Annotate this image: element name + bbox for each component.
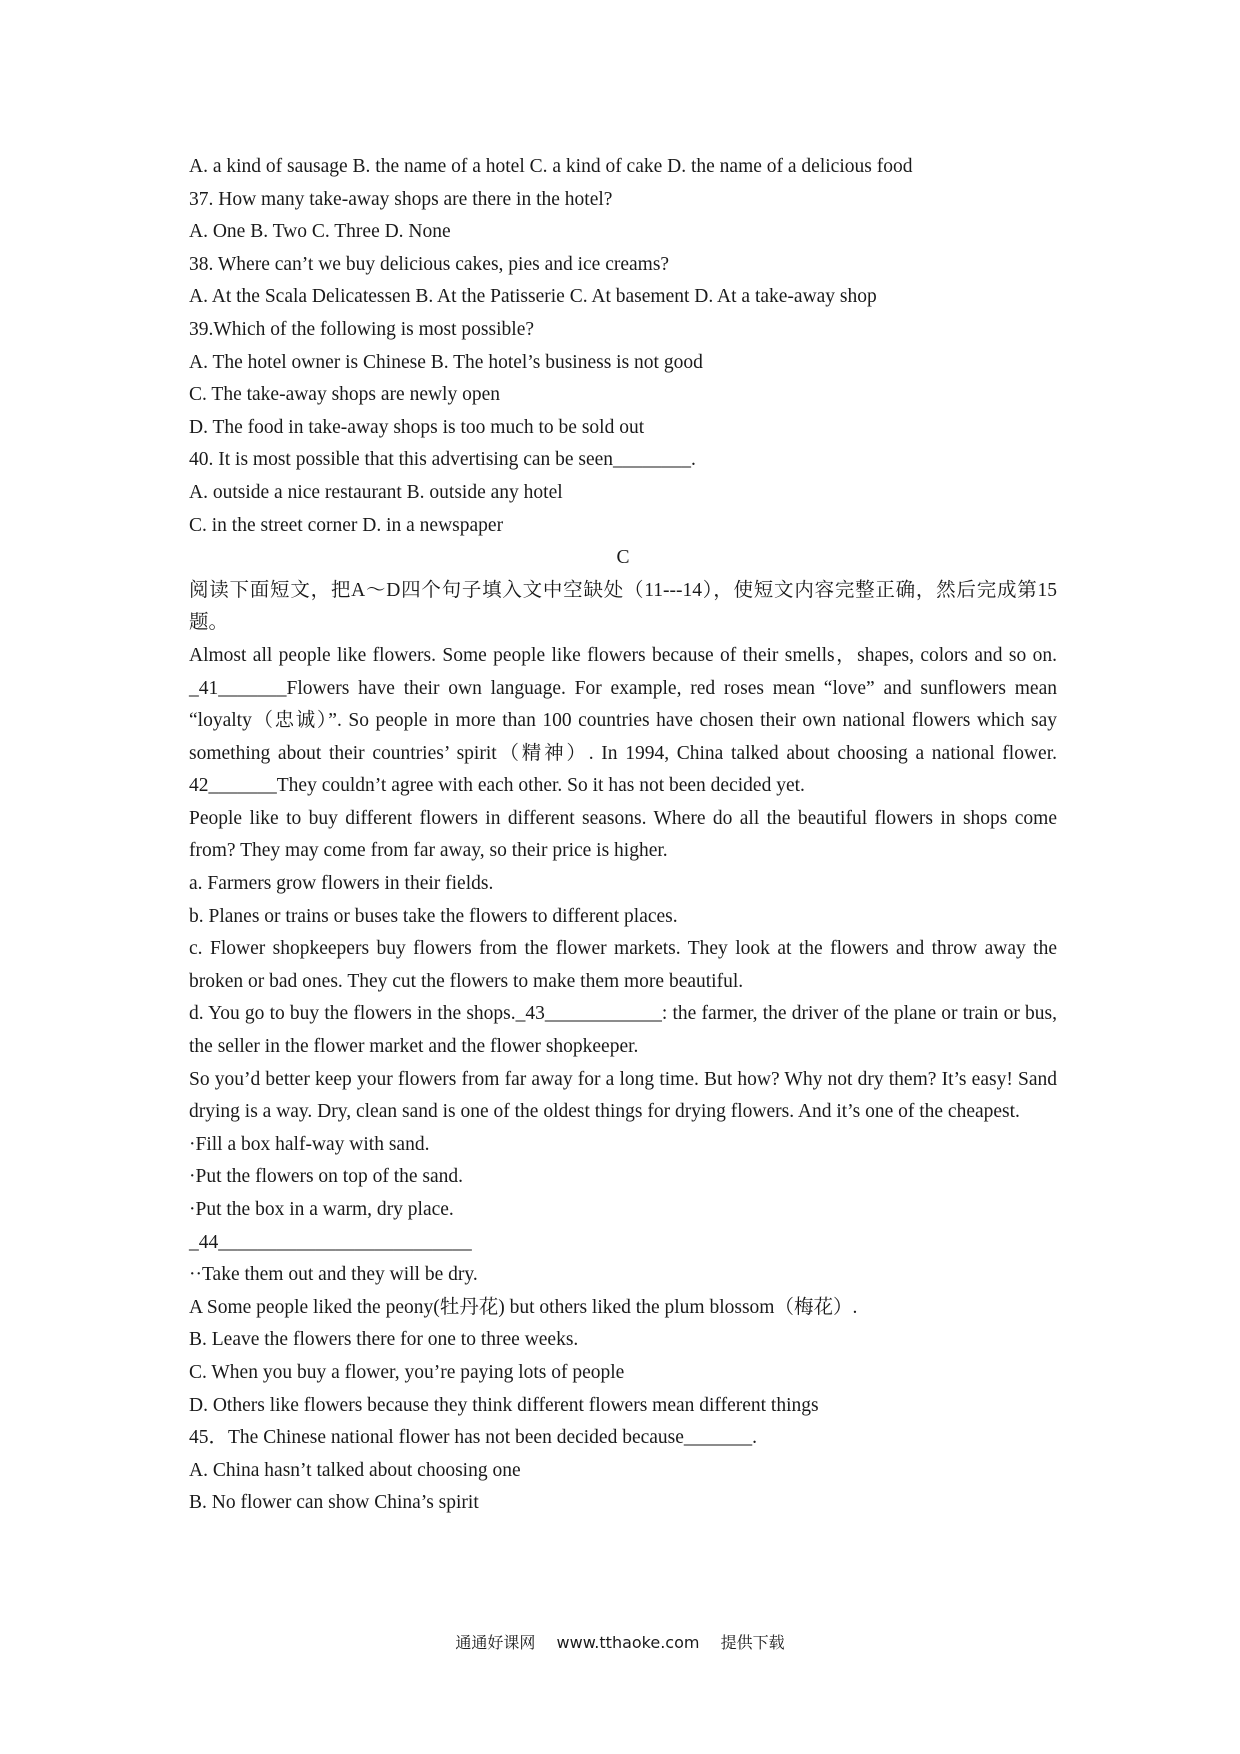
q45-option-b: B. No flower can show China’s spirit [189,1492,479,1514]
q40-question: 40. It is most possible that this advertising can be seen________. [189,449,696,471]
sentence-option-d: D. Others like flowers because they think different flowers mean different things [189,1394,819,1416]
passage-paragraph-2: People like to buy different flowers in different seasons. Where do all the beautiful flowers in shops come from? They may come from far away, so their price is higher. [189,807,1057,862]
sentence-option-c: C. When you buy a flower, you’re paying lots of people [189,1361,625,1383]
passage-paragraph-3: So you’d better keep your flowers from far away for a long time. But how? Why not dry them? It’s easy! Sand drying is a way. Dry, clean sand is one of the oldest things for drying flowers. And it’s one of the cheapest. [189,1068,1057,1123]
q39-option-d: D. The food in take-away shops is too much to be sold out [189,416,645,438]
passage-step-b: b. Planes or trains or buses take the flowers to different places. [189,905,678,927]
q45-question: 45．The Chinese national flower has not been decided because_______. [189,1427,758,1449]
drying-step-2: ·Put the flowers on top of the sand. [189,1166,464,1188]
footer-site-name: 通通好课网 [455,1633,536,1652]
section-instructions: 阅读下面短文，把A～D四个句子填入文中空缺处（11---14），使短文内容完整正确，然后完成第15题。 [189,579,1057,634]
q45-option-a: A. China hasn’t talked about choosing one [189,1459,521,1481]
q39-question: 39.Which of the following is most possible? [189,318,535,340]
section-heading: C [616,547,630,569]
footer-suffix: 提供下载 [720,1633,785,1652]
q37-question: 37. How many take-away shops are there in the hotel? [189,188,613,210]
sentence-option-b: B. Leave the flowers there for one to three weeks. [189,1329,579,1351]
page-footer [0,1630,1240,1653]
q40-options-ab: A. outside a nice restaurant B. outside any hotel [189,481,563,503]
exam-page-content [189,151,1057,1520]
passage-paragraph-1: Almost all people like flowers. Some people like flowers because of their smells，shapes, colors and so on. _41_______Flowers have their own language. For example, red roses mean “love” and sunflowers mean “loyalty（忠诚）”. So people in more than 100 countries have chosen their own national flowers which say something about their countries’ spirit（精神）. In 1994, China talked about choosing a national flower. 42_______They couldn’t agree with each other. So it has not been decided yet. [189,644,1057,797]
q38-options: A. At the Scala Delicatessen B. At the Patisserie C. At basement D. At a take-away shop [189,286,877,308]
drying-step-3: ·Put the box in a warm, dry place. [189,1199,454,1220]
q36-options: A. a kind of sausage B. the name of a hotel C. a kind of cake D. the name of a delicious food [189,156,913,177]
passage-step-c: c. Flower shopkeepers buy flowers from the flower markets. They look at the flowers and throw away the broken or bad ones. They cut the flowers to make them more beautiful. [189,938,1057,992]
drying-step-4: ··Take them out and they will be dry. [189,1264,478,1286]
q37-options: A. One B. Two C. Three D. None [189,221,451,243]
drying-step-1: ·Fill a box half-way with sand. [189,1133,430,1155]
footer-url: www.tthaoke.com [556,1633,700,1652]
sentence-option-a: A Some people liked the peony(牡丹花) but others liked the plum blossom（梅花）. [189,1296,858,1318]
q40-options-cd: C. in the street corner D. in a newspaper [189,514,504,536]
q39-option-c: C. The take-away shops are newly open [189,384,501,406]
passage-step-a: a. Farmers grow flowers in their fields. [189,873,494,895]
q38-question: 38. Where can’t we buy delicious cakes, pies and ice creams? [189,253,670,275]
blank-44: _44__________________________ [189,1231,472,1253]
passage-step-d: d. You go to buy the flowers in the shops._43____________: the farmer, the driver of the plane or train or bus, the seller in the flower market and the flower shopkeeper. [189,1003,1057,1058]
q39-options-ab: A. The hotel owner is Chinese B. The hotel’s business is not good [189,351,703,373]
